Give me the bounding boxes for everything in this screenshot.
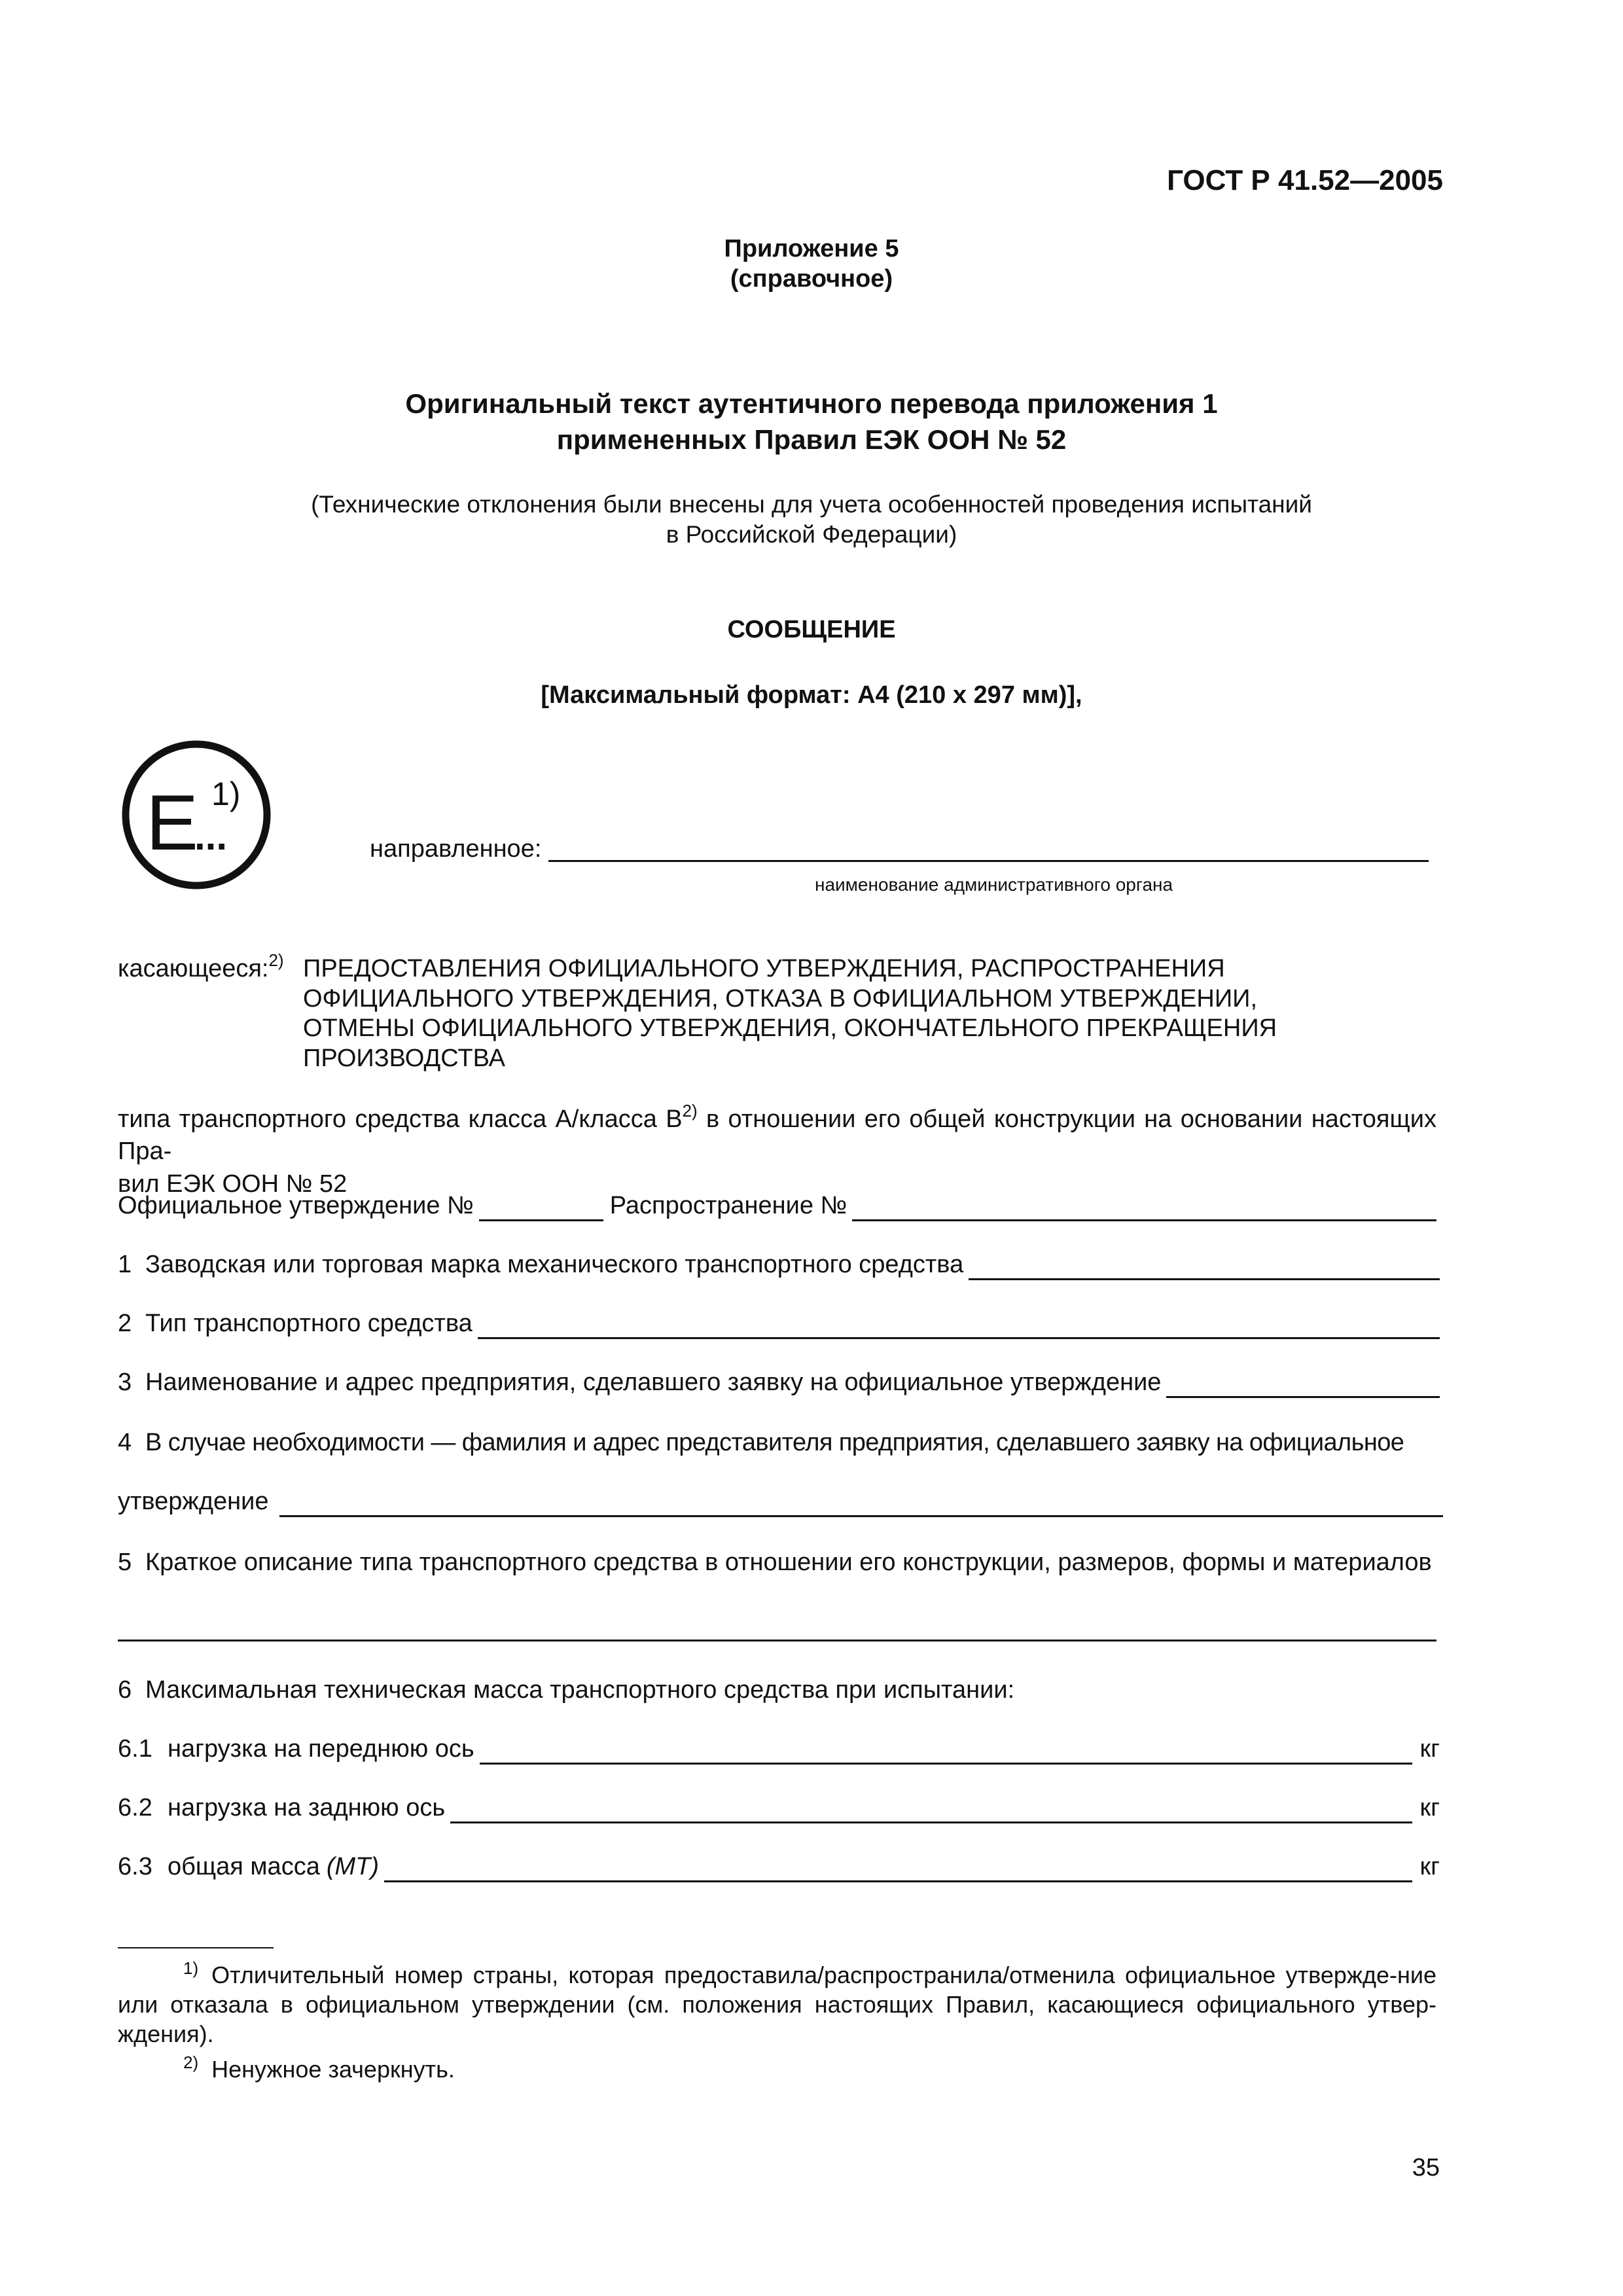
title-line-2: примененных Правил ЕЭК ООН № 52 <box>556 423 1067 455</box>
item-4-row: 4 В случае необходимости — фамилия и адрес представителя предприятия, сделавшего заявку на официальное <box>118 1428 1440 1458</box>
page-number: 35 <box>1412 2154 1440 2181</box>
communication-heading: СООБЩЕНИЕ <box>727 616 896 643</box>
item-5-label: Краткое описание типа транспортного средства в отношении его конструкции, размеров, формы и материалов <box>145 1549 1432 1576</box>
approval-number-label: Официальное утверждение № <box>118 1192 474 1219</box>
item-6-label: Максимальная техническая масса транспортного средства при испытании: <box>145 1676 1015 1704</box>
concerning-line-2: ОФИЦИАЛЬНОГО УТВЕРЖДЕНИЯ, ОТКАЗА В ОФИЦИАЛЬНОМ УТВЕРЖДЕНИИ, <box>303 984 1258 1013</box>
item-6-2-unit: кг <box>1419 1794 1440 1821</box>
footnote-ref-2b: 2) <box>682 1101 698 1121</box>
item-5-field[interactable] <box>118 1640 1436 1641</box>
footnote-1: $^{1)}$ Отличительный номер страны, которая предоставила/распространила/отменила официальное утвержде-ние или отказала в официальном утверждении (см. положения настоящих Правил, касающиеся официального утвер-ждения). <box>118 1958 1436 2047</box>
title-line-1: Оригинальный текст аутентичного перевода приложения 1 <box>405 388 1218 419</box>
item-6-1-field[interactable] <box>480 1739 1412 1765</box>
approval-row <box>118 1191 1436 1221</box>
emark-letter: E <box>146 779 199 867</box>
footnote-2: $^{2)}$ Ненужное зачеркнуть. <box>183 2053 455 2083</box>
format-note: [Максимальный формат: А4 (210 х 297 мм)], <box>541 681 1082 709</box>
e-mark-icon <box>121 740 272 890</box>
item-6-2-field[interactable] <box>450 1798 1412 1823</box>
item-6-3-field[interactable] <box>384 1857 1412 1882</box>
item-2-row: 2 Тип транспортного средства <box>118 1309 1440 1339</box>
item-6-1-row: 6.1 нагрузка на переднюю ось кг <box>118 1734 1440 1765</box>
item-2-label: Тип транспортного средства <box>145 1310 473 1337</box>
item-4-field[interactable] <box>279 1492 1443 1517</box>
item-6-3-unit: кг <box>1419 1853 1440 1880</box>
annex-heading <box>0 234 1623 294</box>
item-1-field[interactable] <box>969 1255 1440 1280</box>
document-title <box>0 386 1623 457</box>
footnote-divider <box>118 1947 274 1948</box>
vehicle-type-paragraph: типа транспортного средства класса А/класса $В^{2)}$ в отношении его общей конструкции на основании настоящих Пра- вил ЕЭК ООН № 52 <box>118 1101 1436 1198</box>
concerning-line-1: ПРЕДОСТАВЛЕНИЯ ОФИЦИАЛЬНОГО УТВЕРЖДЕНИЯ, РАСПРОСТРАНЕНИЯ <box>303 955 1225 982</box>
item-6-2-row: 6.2 нагрузка на заднюю ось кг <box>118 1793 1440 1823</box>
item-6-row: 6 Максимальная техническая масса транспортного средства при испытании: <box>118 1676 1440 1706</box>
approval-number-field[interactable] <box>479 1196 603 1221</box>
item-6-3-row: 6.3 общая масса (МТ) кг <box>118 1852 1440 1882</box>
sent-to-label: направленное: <box>370 835 542 863</box>
annex-label: Приложение 5 <box>724 235 899 262</box>
extension-number-field[interactable] <box>852 1196 1436 1221</box>
note-line-1: (Технические отклонения были внесены для учета особенностей проведения испытаний <box>311 491 1312 518</box>
item-3-row: 3 Наименование и адрес предприятия, сделавшего заявку на официальное утверждение <box>118 1368 1440 1398</box>
item-5-row: 5 Краткое описание типа транспортного средства в отношении его конструкции, размеров, формы и материалов <box>118 1548 1440 1578</box>
item-2-field[interactable] <box>478 1314 1440 1339</box>
item-6-3-label: общая масса <box>168 1853 320 1880</box>
item-6-3-symbol: (МТ) <box>326 1853 380 1880</box>
item-3-field[interactable] <box>1166 1372 1440 1398</box>
item-4-label: В случае необходимости — фамилия и адрес представителя предприятия, сделавшего заявку на официальное <box>145 1429 1404 1456</box>
emark-footnote-ref: 1) <box>211 776 241 812</box>
footnote-ref-2: 2) <box>268 950 284 970</box>
extension-number-label: Распространение № <box>609 1192 847 1219</box>
item-6-1-label: нагрузка на переднюю ось <box>168 1735 474 1763</box>
concerning-options <box>303 954 1324 1073</box>
item-6-2-label: нагрузка на заднюю ось <box>168 1794 446 1821</box>
item-4-cont-label: утверждение <box>118 1488 269 1515</box>
concerning-label: касающееся:$^{2)}$ <box>118 950 284 982</box>
concerning-line-4: ПРОИЗВОДСТВА <box>303 1044 506 1072</box>
note-line-2: в Российской Федерации) <box>666 521 957 548</box>
sent-to-caption: наименование административного органа <box>815 874 1173 895</box>
emark-dots: ... <box>194 814 228 858</box>
item-1-row: 1 Заводская или торговая марка механического транспортного средства <box>118 1250 1440 1280</box>
item-6-1-unit: кг <box>1419 1735 1440 1763</box>
item-1-label: Заводская или торговая марка механического транспортного средства <box>145 1251 964 1278</box>
item-3-label: Наименование и адрес предприятия, сделавшего заявку на официальное утверждение <box>145 1369 1162 1396</box>
annex-kind: (справочное) <box>730 264 893 293</box>
standard-code: ГОСТ Р 41.52—2005 <box>1167 164 1443 196</box>
concerning-line-3: ОТМЕНЫ ОФИЦИАЛЬНОГО УТВЕРЖДЕНИЯ, ОКОНЧАТЕЛЬНОГО ПРЕКРАЩЕНИЯ <box>303 1014 1277 1043</box>
sent-to-field[interactable] <box>548 860 1429 862</box>
item-4-cont-row <box>118 1487 1443 1517</box>
deviation-note <box>0 490 1623 550</box>
